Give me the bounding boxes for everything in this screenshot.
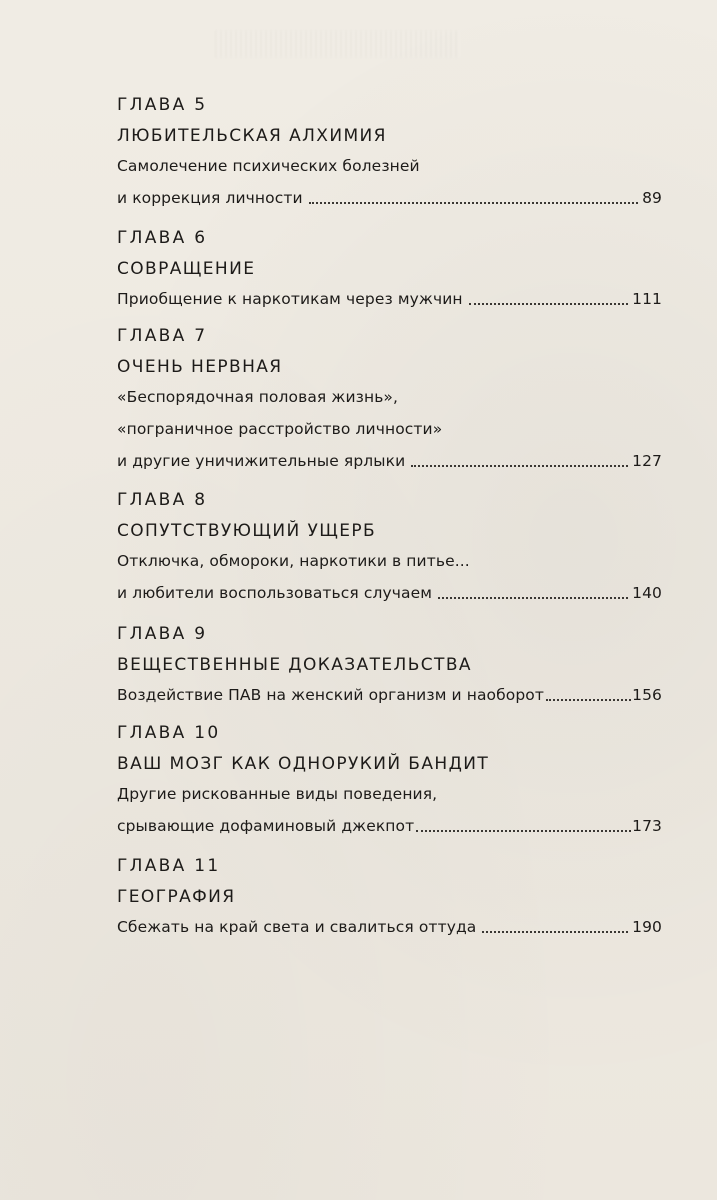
subtitle-line: Воздействие ПАВ на женский организм и наоборот — [117, 686, 545, 704]
chapter-description — [117, 784, 662, 836]
chapter-title: СОВРАЩЕНИЕ — [117, 259, 256, 279]
dot-leader — [416, 830, 631, 832]
dot-leader — [411, 465, 628, 467]
subtitle-line: и другие уничижительные ярлыки — [117, 452, 406, 470]
dot-leader — [482, 931, 628, 933]
page-number: 190 — [632, 918, 662, 936]
subtitle-line: Сбежать на край света и свалиться оттуда — [117, 918, 477, 936]
chapter-label: ГЛАВА 11 — [117, 856, 221, 876]
chapter-description — [117, 917, 662, 937]
subtitle-line: и коррекция личности — [117, 189, 303, 207]
subtitle-line: «Беспорядочная половая жизнь», — [117, 388, 399, 406]
page-number: 173 — [632, 817, 662, 835]
toc-chapter-9 — [117, 623, 662, 705]
dot-leader — [469, 303, 628, 305]
chapter-description — [117, 387, 662, 471]
chapter-title: ГЕОГРАФИЯ — [117, 887, 236, 907]
page-number: 127 — [632, 452, 662, 470]
toc-chapter-10 — [117, 722, 662, 836]
toc-entry — [117, 188, 662, 208]
subtitle-line: срывающие дофаминовый джекпот — [117, 817, 415, 835]
chapter-title: ВЕЩЕСТВЕННЫЕ ДОКАЗАТЕЛЬСТВА — [117, 655, 472, 675]
chapter-title: СОПУТСТВУЮЩИЙ УЩЕРБ — [117, 521, 377, 541]
chapter-label: ГЛАВА 8 — [117, 490, 208, 510]
subtitle-line: Самолечение психических болезней — [117, 157, 420, 175]
page-number: 156 — [632, 686, 662, 704]
subtitle-line: и любители воспользоваться случаем — [117, 584, 433, 602]
chapter-label: ГЛАВА 5 — [117, 95, 208, 115]
chapter-description — [117, 685, 662, 705]
toc-chapter-7 — [117, 325, 662, 471]
subtitle-line: «пограничное расстройство личности» — [117, 420, 443, 438]
dot-leader — [438, 597, 628, 599]
toc-entry — [117, 917, 662, 937]
toc-chapter-11 — [117, 855, 662, 937]
chapter-label: ГЛАВА 9 — [117, 624, 208, 644]
subtitle-line: Другие рискованные виды поведения, — [117, 785, 438, 803]
page-number: 89 — [642, 189, 662, 207]
toc-chapter-5 — [117, 94, 662, 208]
chapter-description — [117, 156, 662, 208]
toc-chapter-6 — [117, 227, 662, 309]
toc-chapter-8 — [117, 489, 662, 603]
dot-leader — [309, 202, 638, 204]
subtitle-line: Приобщение к наркотикам через мужчин — [117, 290, 463, 308]
toc-entry — [117, 583, 662, 603]
chapter-title: ЛЮБИТЕЛЬСКАЯ АЛХИМИЯ — [117, 126, 387, 146]
chapter-label: ГЛАВА 7 — [117, 326, 208, 346]
chapter-title: ОЧЕНЬ НЕРВНАЯ — [117, 357, 283, 377]
page-number: 140 — [632, 584, 662, 602]
page-number: 111 — [632, 290, 662, 308]
dot-leader — [546, 699, 631, 701]
chapter-label: ГЛАВА 6 — [117, 228, 208, 248]
toc-entry — [117, 451, 662, 471]
paper-scuff — [215, 30, 460, 58]
toc-entry — [117, 289, 662, 309]
chapter-description — [117, 289, 662, 309]
toc-entry — [117, 816, 662, 836]
chapter-description — [117, 551, 662, 603]
subtitle-line: Отключка, обмороки, наркотики в питье... — [117, 552, 470, 570]
toc-entry — [117, 685, 662, 705]
chapter-label: ГЛАВА 10 — [117, 723, 221, 743]
chapter-title: ВАШ МОЗГ КАК ОДНОРУКИЙ БАНДИТ — [117, 754, 490, 774]
